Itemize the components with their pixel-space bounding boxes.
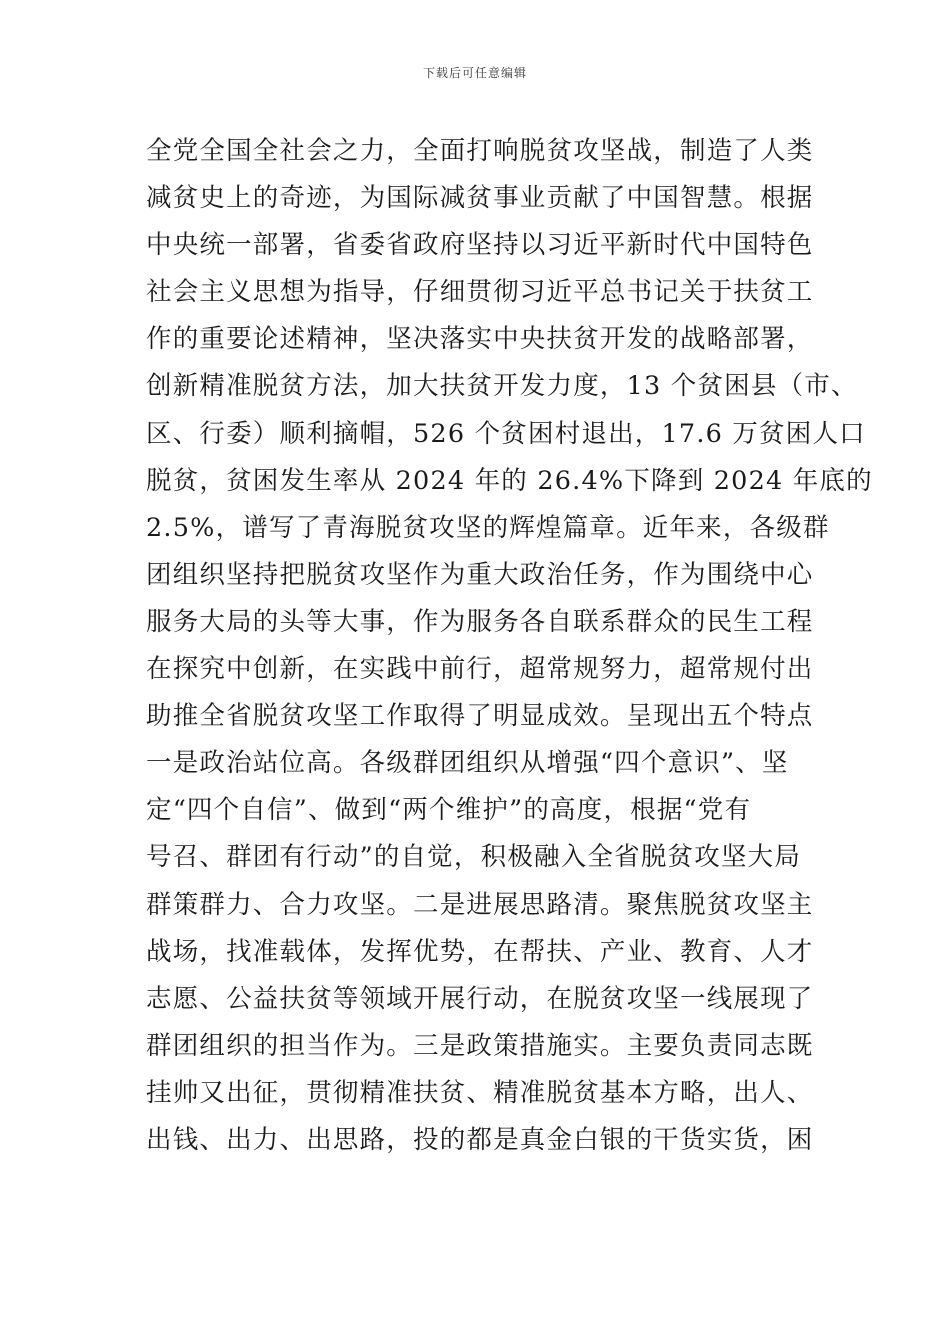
text-line: 挂帅又出征，贯彻精准扶贫、精准脱贫基本方略，出人、 — [146, 1077, 814, 1108]
text-line: 团组织坚持把脱贫攻坚作为重大政治任务，作为围绕中心 — [146, 559, 814, 590]
text-line: 创新精准脱贫方法，加大扶贫开发力度，13 个贫困县（市、 — [146, 371, 858, 402]
text-line: 2.5%，谱写了青海脱贫攻坚的辉煌篇章。近年来，各级群 — [146, 512, 830, 543]
text-line: 减贫史上的奇迹，为国际减贫事业贡献了中国智慧。根据 — [146, 183, 814, 214]
text-line: 社会主义思想为指导，仔细贯彻习近平总书记关于扶贫工 — [146, 277, 814, 308]
text-line: 服务大局的头等大事，作为服务各自联系群众的民生工程 — [146, 606, 814, 637]
body-paragraph — [146, 128, 873, 1164]
text-line: 中央统一部署，省委省政府坚持以习近平新时代中国特色 — [146, 230, 814, 261]
text-line: 志愿、公益扶贫等领域开展行动，在脱贫攻坚一线展现了 — [146, 983, 814, 1014]
text-line: 全党全国全社会之力，全面打响脱贫攻坚战，制造了人类 — [146, 136, 814, 166]
text-line: 出钱、出力、出思路，投的都是真金白银的干货实货，困 — [146, 1124, 814, 1155]
text-line: 脱贫，贫困发生率从 2024 年的 26.4%下降到 2024 年底的 — [146, 465, 873, 496]
text-line: 定“四个自信”、做到“两个维护”的高度，根据“党有 — [146, 795, 752, 826]
text-line: 战场，找准载体，发挥优势，在帮扶、产业、教育、人才 — [146, 936, 814, 967]
text-line: 群策群力、合力攻坚。二是进展思路清。聚焦脱贫攻坚主 — [146, 889, 814, 920]
text-line: 号召、群团有行动”的自觉，积极融入全省脱贫攻坚大局 — [146, 842, 802, 873]
text-line: 助推全省脱贫攻坚工作取得了明显成效。呈现出五个特点 — [146, 701, 814, 732]
text-line: 一是政治站位高。各级群团组织从增强“四个意识”、坚 — [146, 748, 789, 779]
text-line: 作的重要论述精神，坚决落实中央扶贫开发的战略部署， — [146, 324, 814, 355]
header-note: 下载后可任意编辑 — [422, 66, 527, 80]
text-line: 群团组织的担当作为。三是政策措施实。主要负责同志既 — [146, 1030, 814, 1061]
text-line: 在探究中创新，在实践中前行，超常规努力，超常规付出 — [146, 654, 814, 685]
text-line: 区、行委）顺利摘帽，526 个贫困村退出，17.6 万贫困人口 — [146, 418, 866, 449]
